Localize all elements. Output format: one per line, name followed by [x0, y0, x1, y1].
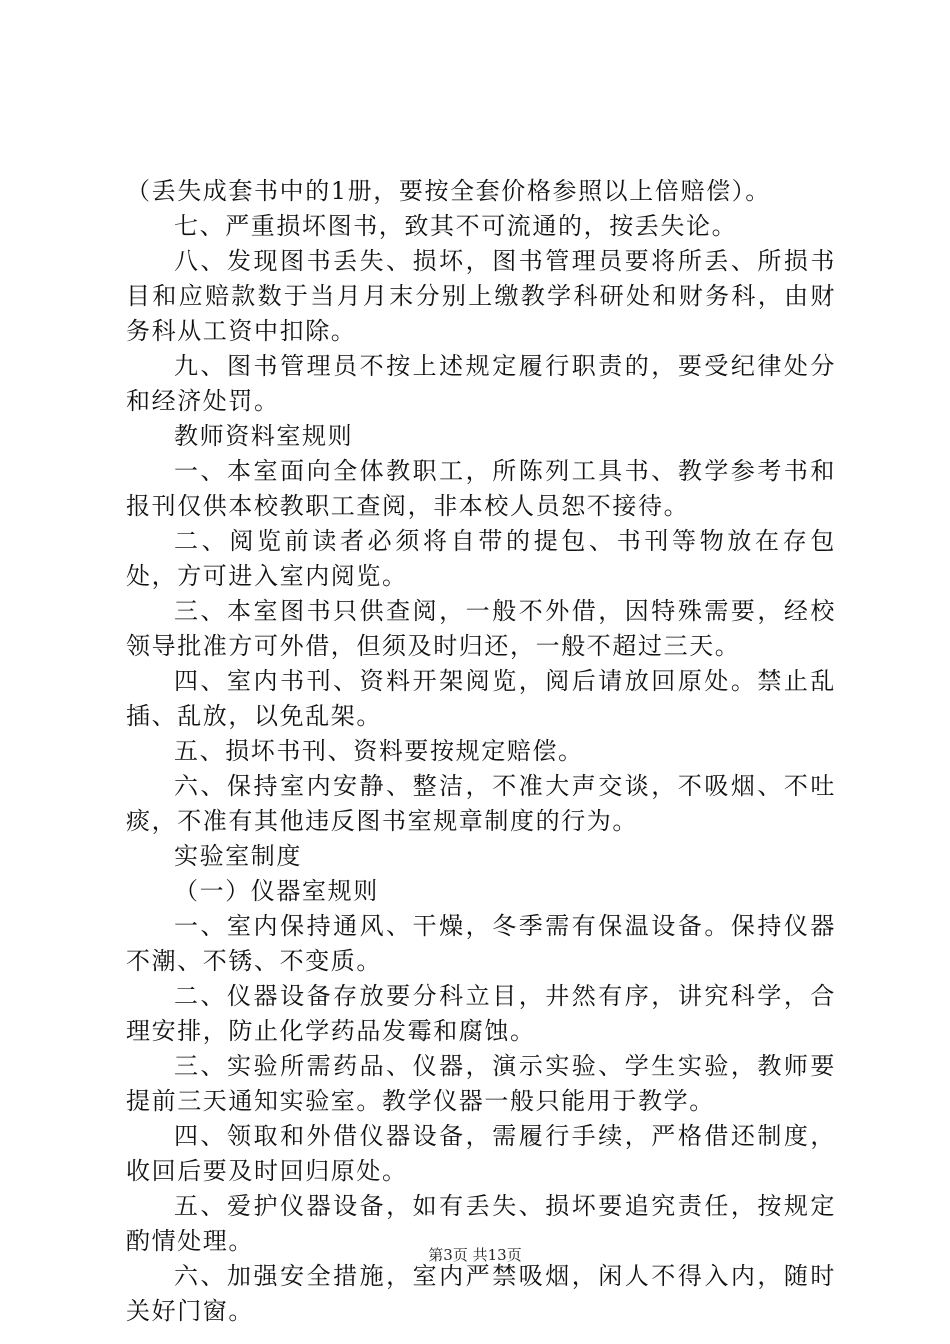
subsection-heading: （一）仪器室规则	[174, 877, 379, 905]
paragraph: 九、图书管理员不按上述规定履行职责的，要受纪律处分和经济处罚。	[126, 352, 836, 415]
paragraph: 四、领取和外借仪器设备，需履行手续，严格借还制度，收回后要及时回归原处。	[126, 1122, 836, 1185]
paragraph: 四、室内书刊、资料开架阅览，阅后请放回原处。禁止乱插、乱放，以免乱架。	[126, 667, 836, 730]
paragraph: 五、损坏书刊、资料要按规定赔偿。	[174, 737, 584, 765]
paragraph: 八、发现图书丢失、损坏，图书管理员要将所丢、所损书目和应赔款数于当月月末分别上缴教学科研处和财务科，由财务科从工资中扣除。	[126, 247, 836, 345]
document-body	[126, 174, 836, 1329]
paragraph: （丢失成套书中的1册，要按全套价格参照以上倍赔偿）。	[126, 177, 771, 205]
paragraph: 二、阅览前读者必须将自带的提包、书刊等物放在存包处，方可进入室内阅览。	[126, 527, 836, 590]
section-heading: 教师资料室规则	[174, 422, 354, 450]
page-number-footer: 第3页 共13页	[428, 1246, 522, 1264]
paragraph: 二、仪器设备存放要分科立目，井然有序，讲究科学，合理安排，防止化学药品发霉和腐蚀。	[126, 982, 836, 1045]
paragraph: 六、加强安全措施，室内严禁吸烟，闲人不得入内，随时关好门窗。	[126, 1262, 836, 1325]
paragraph: 一、本室面向全体教职工，所陈列工具书、教学参考书和报刊仅供本校教职工查阅，非本校人员恕不接待。	[126, 457, 836, 520]
paragraph: 三、本室图书只供查阅，一般不外借，因特殊需要，经校领导批准方可外借，但须及时归还，一般不超过三天。	[126, 597, 836, 660]
paragraph: 六、保持室内安静、整洁，不准大声交谈，不吸烟、不吐痰，不准有其他违反图书室规章制度的行为。	[126, 772, 836, 835]
paragraph: 五、爱护仪器设备，如有丢失、损坏要追究责任，按规定酌情处理。	[126, 1192, 836, 1255]
paragraph: 三、实验所需药品、仪器，演示实验、学生实验，教师要提前三天通知实验室。教学仪器一般只能用于教学。	[126, 1052, 836, 1115]
section-heading: 实验室制度	[174, 842, 302, 870]
paragraph: 七、严重损坏图书，致其不可流通的，按丢失论。	[174, 212, 738, 240]
paragraph: 一、室内保持通风、干燥，冬季需有保温设备。保持仪器不潮、不锈、不变质。	[126, 912, 836, 975]
